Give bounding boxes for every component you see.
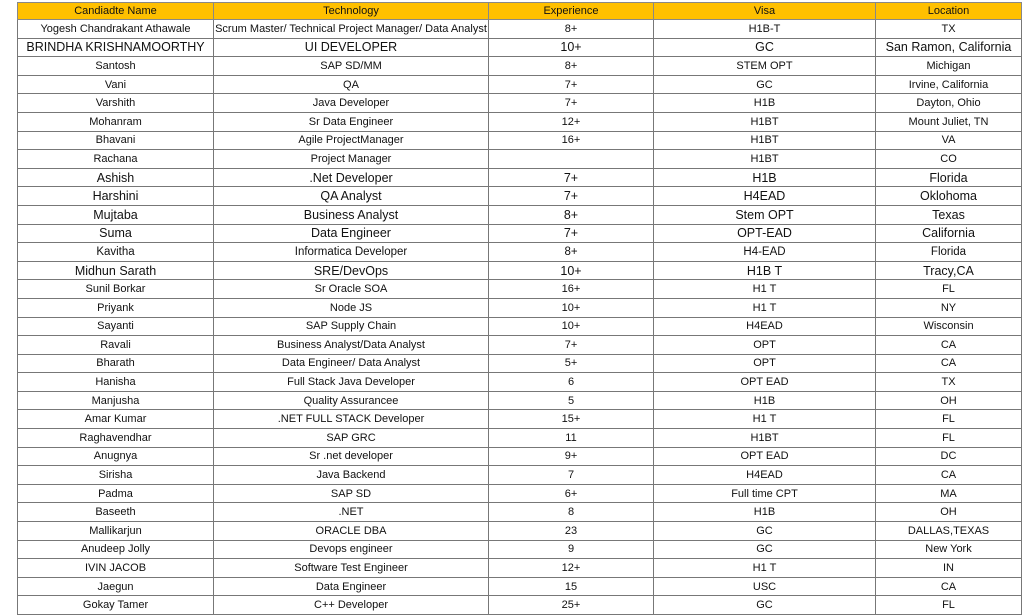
cell-visa[interactable]: H4EAD — [654, 317, 876, 336]
cell-location[interactable]: CO — [876, 150, 1022, 169]
table-row — [18, 261, 1022, 280]
cell-visa[interactable]: H1 T — [654, 280, 876, 299]
cell-visa[interactable]: H1 T — [654, 298, 876, 317]
cell-technology[interactable]: Software Test Engineer — [214, 559, 489, 578]
cell-technology[interactable]: .Net Developer — [214, 168, 489, 187]
cell-experience[interactable]: 6 — [489, 373, 654, 392]
table-row — [18, 20, 1022, 39]
cell-location[interactable]: Irvine, California — [876, 75, 1022, 94]
cell-experience[interactable]: 8+ — [489, 57, 654, 76]
header-visa[interactable]: Visa — [654, 3, 876, 20]
cell-name[interactable]: Harshini — [18, 187, 214, 206]
cell-experience[interactable]: 10+ — [489, 298, 654, 317]
header-experience[interactable]: Experience — [489, 3, 654, 20]
cell-name[interactable]: IVIN JACOB — [18, 559, 214, 578]
cell-technology[interactable]: Project Manager — [214, 150, 489, 169]
table-row — [18, 150, 1022, 169]
cell-experience[interactable]: 7 — [489, 466, 654, 485]
table-row — [18, 373, 1022, 392]
cell-name[interactable]: BRINDHA KRISHNAMOORTHY — [18, 38, 214, 57]
cell-experience[interactable]: 7+ — [489, 187, 654, 206]
table-row — [18, 112, 1022, 131]
cell-name[interactable]: Yogesh Chandrakant Athawale — [18, 20, 214, 39]
cell-technology[interactable]: SAP SD/MM — [214, 57, 489, 76]
cell-technology[interactable]: Agile ProjectManager — [214, 131, 489, 150]
table-row — [18, 503, 1022, 522]
cell-location[interactable]: Texas — [876, 205, 1022, 224]
cell-technology[interactable]: Node JS — [214, 298, 489, 317]
cell-technology[interactable]: QA Analyst — [214, 187, 489, 206]
cell-technology[interactable]: Scrum Master/ Technical Project Manager/ Data Analyst — [214, 20, 489, 39]
cell-visa[interactable]: OPT-EAD — [654, 224, 876, 243]
cell-visa[interactable]: USC — [654, 577, 876, 596]
table-row — [18, 75, 1022, 94]
cell-name[interactable]: Sayanti — [18, 317, 214, 336]
cell-technology[interactable]: Informatica Developer — [214, 243, 489, 262]
cell-name[interactable]: Kavitha — [18, 243, 214, 262]
cell-location[interactable]: MA — [876, 484, 1022, 503]
cell-name[interactable]: Mohanram — [18, 112, 214, 131]
cell-technology[interactable]: Full Stack Java Developer — [214, 373, 489, 392]
cell-technology[interactable]: Sr Data Engineer — [214, 112, 489, 131]
cell-location[interactable]: Florida — [876, 243, 1022, 262]
table-row — [18, 354, 1022, 373]
cell-technology[interactable]: SAP SD — [214, 484, 489, 503]
cell-visa[interactable]: H1B — [654, 94, 876, 113]
cell-name[interactable]: Raghavendhar — [18, 429, 214, 448]
cell-experience[interactable]: 12+ — [489, 559, 654, 578]
table-row — [18, 280, 1022, 299]
cell-visa[interactable]: H1BT — [654, 112, 876, 131]
cell-location[interactable]: Tracy,CA — [876, 261, 1022, 280]
cell-visa[interactable]: OPT EAD — [654, 447, 876, 466]
table-row — [18, 38, 1022, 57]
cell-visa[interactable]: H4EAD — [654, 466, 876, 485]
cell-experience[interactable]: 9 — [489, 540, 654, 559]
cell-name[interactable]: Suma — [18, 224, 214, 243]
cell-technology[interactable]: Data Engineer — [214, 224, 489, 243]
cell-name[interactable]: Varshith — [18, 94, 214, 113]
cell-location[interactable]: DC — [876, 447, 1022, 466]
cell-name[interactable]: Bhavani — [18, 131, 214, 150]
cell-technology[interactable]: Data Engineer — [214, 577, 489, 596]
cell-location[interactable]: CA — [876, 466, 1022, 485]
cell-visa[interactable]: H1B — [654, 168, 876, 187]
cell-experience[interactable]: 7+ — [489, 168, 654, 187]
cell-visa[interactable]: Full time CPT — [654, 484, 876, 503]
table-row — [18, 187, 1022, 206]
cell-location[interactable]: California — [876, 224, 1022, 243]
cell-name[interactable]: Anudeep Jolly — [18, 540, 214, 559]
cell-name[interactable]: Bharath — [18, 354, 214, 373]
cell-name[interactable]: Jaegun — [18, 577, 214, 596]
cell-technology[interactable]: SAP GRC — [214, 429, 489, 448]
cell-technology[interactable]: Data Engineer/ Data Analyst — [214, 354, 489, 373]
cell-location[interactable]: DALLAS,TEXAS — [876, 522, 1022, 541]
table-row — [18, 410, 1022, 429]
cell-name[interactable]: Rachana — [18, 150, 214, 169]
table-row — [18, 57, 1022, 76]
header-location[interactable]: Location — [876, 3, 1022, 20]
cell-name[interactable]: Vani — [18, 75, 214, 94]
cell-location[interactable]: Dayton, Ohio — [876, 94, 1022, 113]
cell-visa[interactable]: GC — [654, 522, 876, 541]
cell-name[interactable]: Baseeth — [18, 503, 214, 522]
cell-experience[interactable]: 6+ — [489, 484, 654, 503]
cell-location[interactable]: New York — [876, 540, 1022, 559]
cell-experience[interactable]: 11 — [489, 429, 654, 448]
cell-visa[interactable]: H4EAD — [654, 187, 876, 206]
cell-technology[interactable]: Java Backend — [214, 466, 489, 485]
cell-technology[interactable]: UI DEVELOPER — [214, 38, 489, 57]
table-row — [18, 336, 1022, 355]
header-candidate-name[interactable]: Candiadte Name — [18, 3, 214, 20]
cell-visa[interactable]: OPT — [654, 354, 876, 373]
cell-location[interactable]: CA — [876, 577, 1022, 596]
cell-location[interactable]: IN — [876, 559, 1022, 578]
table-row — [18, 224, 1022, 243]
cell-location[interactable]: OH — [876, 391, 1022, 410]
cell-experience[interactable]: 23 — [489, 522, 654, 541]
cell-technology[interactable]: SAP Supply Chain — [214, 317, 489, 336]
cell-name[interactable]: Manjusha — [18, 391, 214, 410]
cell-experience[interactable]: 5 — [489, 391, 654, 410]
cell-experience[interactable]: 9+ — [489, 447, 654, 466]
cell-location[interactable]: TX — [876, 373, 1022, 392]
cell-name[interactable]: Padma — [18, 484, 214, 503]
header-technology[interactable]: Technology — [214, 3, 489, 20]
cell-location[interactable]: San Ramon, California — [876, 38, 1022, 57]
cell-experience[interactable] — [489, 150, 654, 169]
cell-technology[interactable]: .NET — [214, 503, 489, 522]
cell-experience[interactable]: 16+ — [489, 280, 654, 299]
table-row — [18, 447, 1022, 466]
cell-experience[interactable]: 15 — [489, 577, 654, 596]
cell-experience[interactable]: 8+ — [489, 20, 654, 39]
table-row — [18, 522, 1022, 541]
cell-name[interactable]: Sirisha — [18, 466, 214, 485]
table-row — [18, 131, 1022, 150]
cell-location[interactable]: FL — [876, 280, 1022, 299]
cell-name[interactable]: Amar Kumar — [18, 410, 214, 429]
cell-experience[interactable]: 10+ — [489, 317, 654, 336]
cell-technology[interactable]: .NET FULL STACK Developer — [214, 410, 489, 429]
cell-name[interactable]: Anugnya — [18, 447, 214, 466]
cell-experience[interactable]: 16+ — [489, 131, 654, 150]
cell-name[interactable]: Hanisha — [18, 373, 214, 392]
cell-visa[interactable]: OPT EAD — [654, 373, 876, 392]
cell-location[interactable]: CA — [876, 354, 1022, 373]
table-row — [18, 391, 1022, 410]
cell-location[interactable]: FL — [876, 596, 1022, 615]
cell-visa[interactable]: H1B — [654, 391, 876, 410]
cell-visa[interactable]: H1BT — [654, 429, 876, 448]
cell-technology[interactable]: Sr .net developer — [214, 447, 489, 466]
cell-location[interactable]: VA — [876, 131, 1022, 150]
cell-location[interactable]: FL — [876, 429, 1022, 448]
candidate-table — [17, 2, 1022, 615]
table-row — [18, 205, 1022, 224]
cell-name[interactable]: Gokay Tamer — [18, 596, 214, 615]
cell-visa[interactable]: H4-EAD — [654, 243, 876, 262]
cell-experience[interactable]: 10+ — [489, 261, 654, 280]
cell-visa[interactable]: H1B T — [654, 261, 876, 280]
cell-visa[interactable]: GC — [654, 540, 876, 559]
cell-experience[interactable]: 8 — [489, 503, 654, 522]
cell-location[interactable]: Wisconsin — [876, 317, 1022, 336]
table-row — [18, 559, 1022, 578]
table-row — [18, 540, 1022, 559]
cell-technology[interactable]: Sr Oracle SOA — [214, 280, 489, 299]
cell-visa[interactable]: H1B — [654, 503, 876, 522]
cell-technology[interactable]: Business Analyst/Data Analyst — [214, 336, 489, 355]
cell-name[interactable]: Santosh — [18, 57, 214, 76]
table-row — [18, 596, 1022, 615]
cell-location[interactable]: NY — [876, 298, 1022, 317]
cell-technology[interactable]: Devops engineer — [214, 540, 489, 559]
cell-visa[interactable]: GC — [654, 75, 876, 94]
cell-visa[interactable]: GC — [654, 596, 876, 615]
cell-technology[interactable]: ORACLE DBA — [214, 522, 489, 541]
cell-location[interactable]: OH — [876, 503, 1022, 522]
table-row — [18, 577, 1022, 596]
cell-technology[interactable]: Quality Assurancee — [214, 391, 489, 410]
cell-technology[interactable]: Business Analyst — [214, 205, 489, 224]
cell-visa[interactable]: H1 T — [654, 559, 876, 578]
table-row — [18, 317, 1022, 336]
table-row — [18, 168, 1022, 187]
table-row — [18, 298, 1022, 317]
cell-visa[interactable]: H1BT — [654, 150, 876, 169]
table-row — [18, 243, 1022, 262]
cell-location[interactable]: CA — [876, 336, 1022, 355]
cell-technology[interactable]: QA — [214, 75, 489, 94]
cell-technology[interactable]: Java Developer — [214, 94, 489, 113]
cell-experience[interactable]: 7+ — [489, 336, 654, 355]
cell-experience[interactable]: 25+ — [489, 596, 654, 615]
table-body — [18, 20, 1022, 615]
header-row — [18, 3, 1022, 20]
cell-experience[interactable]: 8+ — [489, 243, 654, 262]
cell-location[interactable]: Michigan — [876, 57, 1022, 76]
cell-name[interactable]: Ravali — [18, 336, 214, 355]
cell-name[interactable]: Ashish — [18, 168, 214, 187]
table-row — [18, 466, 1022, 485]
cell-visa[interactable]: H1BT — [654, 131, 876, 150]
cell-name[interactable]: Priyank — [18, 298, 214, 317]
cell-visa[interactable]: Stem OPT — [654, 205, 876, 224]
table-row — [18, 429, 1022, 448]
cell-name[interactable]: Mujtaba — [18, 205, 214, 224]
cell-experience[interactable]: 7+ — [489, 75, 654, 94]
cell-name[interactable]: Sunil Borkar — [18, 280, 214, 299]
cell-location[interactable]: Mount Juliet, TN — [876, 112, 1022, 131]
cell-technology[interactable]: C++ Developer — [214, 596, 489, 615]
cell-experience[interactable]: 15+ — [489, 410, 654, 429]
cell-location[interactable]: TX — [876, 20, 1022, 39]
table-row — [18, 94, 1022, 113]
cell-experience[interactable]: 12+ — [489, 112, 654, 131]
cell-location[interactable]: Oklohoma — [876, 187, 1022, 206]
cell-visa[interactable]: STEM OPT — [654, 57, 876, 76]
cell-visa[interactable]: GC — [654, 38, 876, 57]
cell-visa[interactable]: OPT — [654, 336, 876, 355]
cell-experience[interactable]: 5+ — [489, 354, 654, 373]
cell-name[interactable]: Midhun Sarath — [18, 261, 214, 280]
cell-name[interactable]: Mallikarjun — [18, 522, 214, 541]
cell-technology[interactable]: SRE/DevOps — [214, 261, 489, 280]
cell-visa[interactable]: H1B-T — [654, 20, 876, 39]
cell-experience[interactable]: 7+ — [489, 94, 654, 113]
cell-experience[interactable]: 8+ — [489, 205, 654, 224]
cell-location[interactable]: FL — [876, 410, 1022, 429]
cell-visa[interactable]: H1 T — [654, 410, 876, 429]
cell-experience[interactable]: 7+ — [489, 224, 654, 243]
table-row — [18, 484, 1022, 503]
cell-location[interactable]: Florida — [876, 168, 1022, 187]
cell-experience[interactable]: 10+ — [489, 38, 654, 57]
